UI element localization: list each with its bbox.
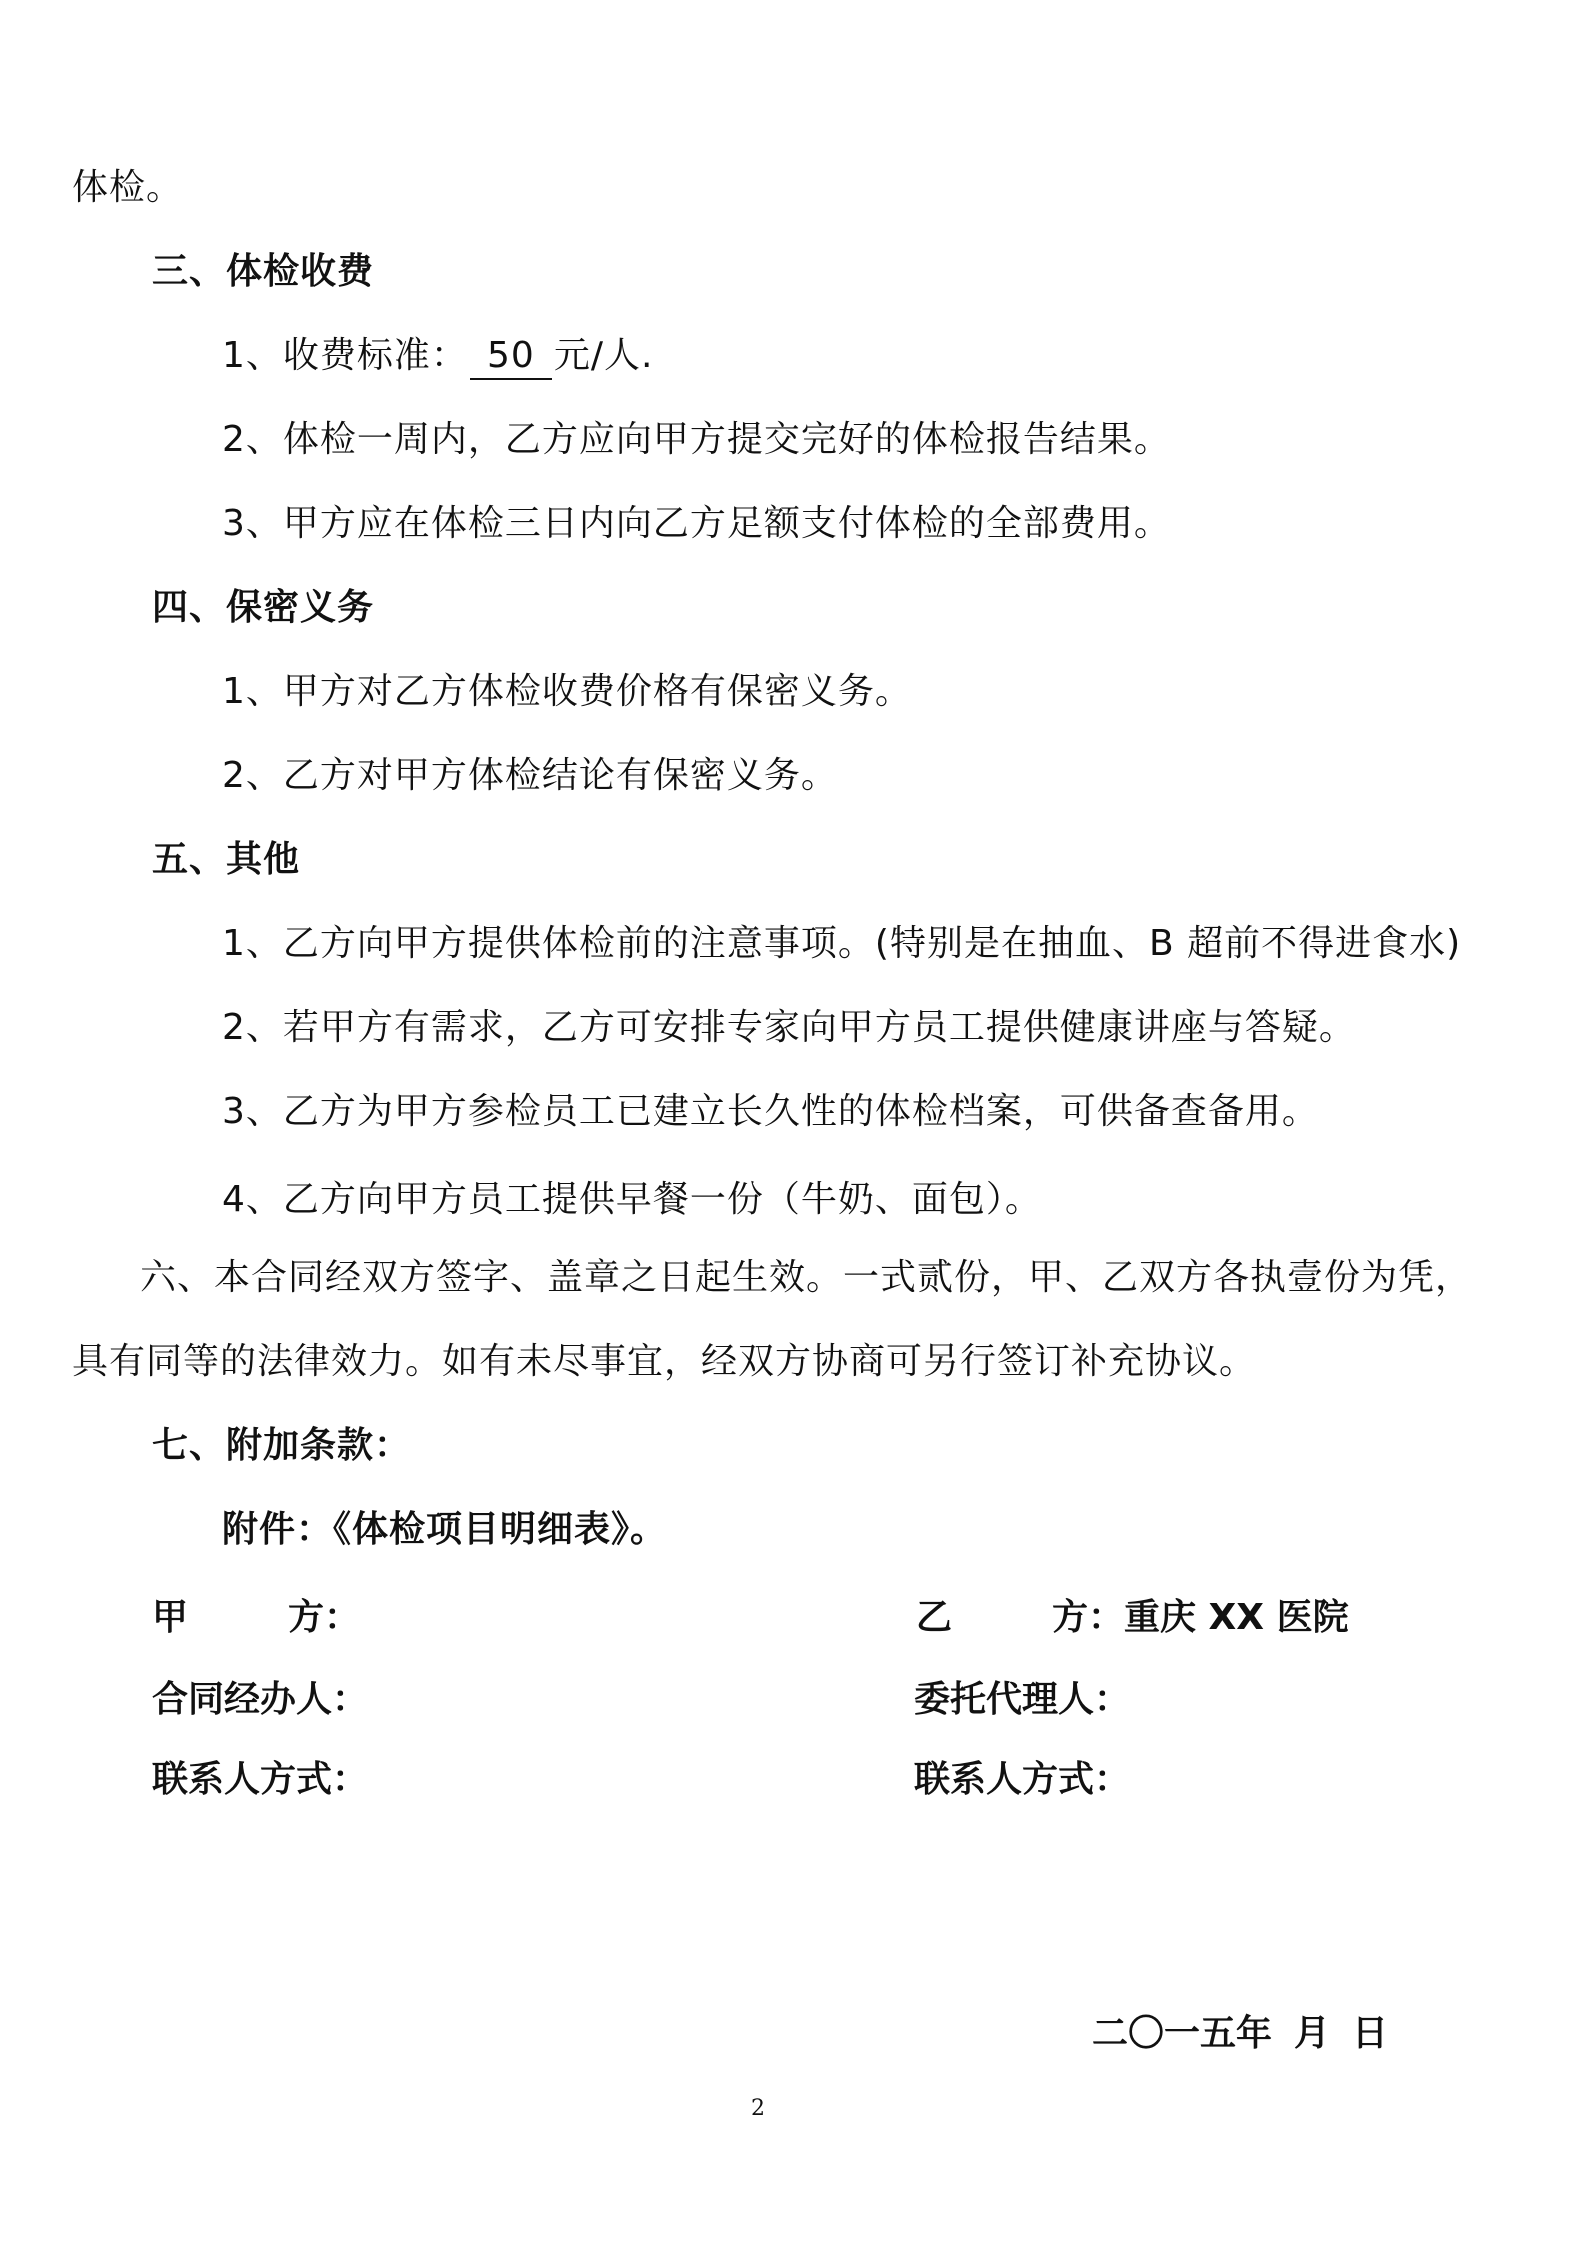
page-number: 2 xyxy=(751,2096,765,2121)
fee-standard-label: 1、收费标准： xyxy=(222,335,468,376)
party-a-handler-label: 合同经办人： xyxy=(152,1679,369,1720)
date-year: 二〇一五年 xyxy=(1092,2013,1273,2054)
signing-date xyxy=(1092,2012,1388,2056)
party-b-name: 方：重庆 XX 医院 xyxy=(1052,1597,1349,1638)
effective-clause-line-1: 六、本合同经双方签字、盖章之日起生效。一式贰份，甲、乙双方各执壹份为凭， xyxy=(140,1257,1473,1298)
other-item-precautions: 1、乙方向甲方提供体检前的注意事项。(特别是在抽血、B 超前不得进食水) xyxy=(222,923,1462,964)
party-a-label xyxy=(152,1596,360,1640)
party-b-contact-label: 联系人方式： xyxy=(914,1759,1131,1800)
fee-standard-item xyxy=(222,334,653,380)
party-b-agent-label: 委托代理人： xyxy=(914,1679,1131,1720)
fee-standard-value: 50 xyxy=(470,334,552,380)
party-a-contact-label: 联系人方式： xyxy=(152,1759,369,1800)
party-a-char-1: 甲 xyxy=(152,1597,189,1638)
other-item-breakfast: 4、乙方向甲方员工提供早餐一份（牛奶、面包）。 xyxy=(222,1179,1042,1220)
date-day: 日 xyxy=(1352,2013,1389,2054)
appendix-attachment: 附件：《体检项目明细表》。 xyxy=(222,1509,668,1550)
fee-item-payment: 3、甲方应在体检三日内向乙方足额支付体检的全部费用。 xyxy=(222,503,1171,544)
date-month: 月 xyxy=(1294,2013,1331,2054)
other-item-lecture: 2、若甲方有需求，乙方可安排专家向甲方员工提供健康讲座与答疑。 xyxy=(222,1007,1356,1048)
fee-item-report: 2、体检一周内，乙方应向甲方提交完好的体检报告结果。 xyxy=(222,419,1171,460)
effective-clause-line-2: 具有同等的法律效力。如有未尽事宜，经双方协商可另行签订补充协议。 xyxy=(72,1341,1257,1382)
confidentiality-item-results: 2、乙方对甲方体检结论有保密义务。 xyxy=(222,755,838,796)
section-heading-confidentiality: 四、保密义务 xyxy=(152,587,375,628)
section-heading-other: 五、其他 xyxy=(152,839,301,880)
party-b-label xyxy=(916,1596,1349,1640)
party-a-char-2: 方： xyxy=(288,1597,361,1638)
section-heading-appendix: 七、附加条款： xyxy=(152,1425,412,1466)
fee-standard-unit: 元/人. xyxy=(553,335,654,376)
continuation-text: 体检。 xyxy=(72,167,184,208)
confidentiality-item-price: 1、甲方对乙方体检收费价格有保密义务。 xyxy=(222,671,912,712)
other-item-archive: 3、乙方为甲方参检员工已建立长久性的体检档案，可供备查备用。 xyxy=(222,1091,1319,1132)
party-b-char-1: 乙 xyxy=(916,1597,953,1638)
section-heading-fees: 三、体检收费 xyxy=(152,251,375,292)
